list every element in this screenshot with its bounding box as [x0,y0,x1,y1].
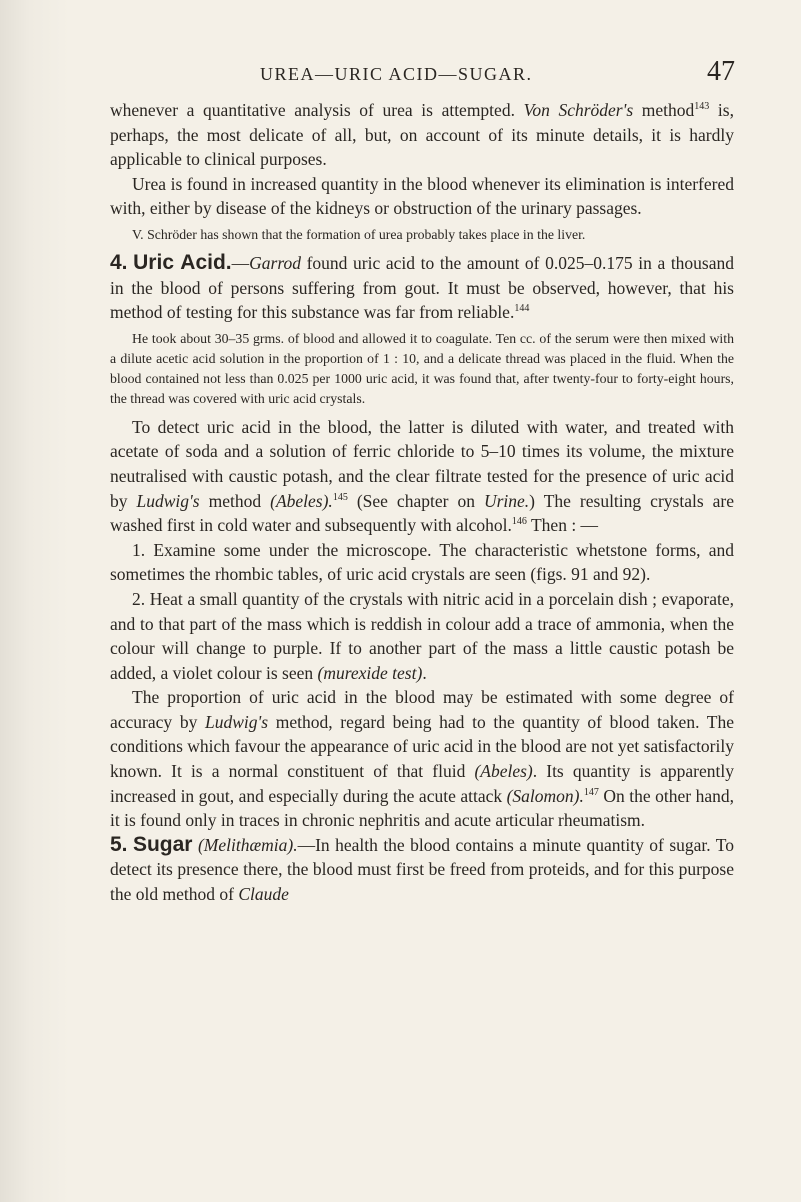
list-item-microscope: 1. Examine some under the microscope. The characteristic whetstone forms, and sometimes the rhombic tables, of uric acid crystals are seen (figs. 91 and 92). [110,539,734,585]
text: . [422,662,427,683]
note-garrod-method: He took about 30–35 grms. of blood and allowed it to coagulate. Ten cc. of the serum were then mixed with a dilute acetic acid solution in the proportion of 1 : 10, and a delicate thread was placed in the fluid. When the blood contained not less than 0.025 per 1000 uric acid, it was found that, after twenty-four to forty-eight hours, the thread was covered with uric acid crystals. [110,330,734,406]
footnote-ref: 144 [514,303,530,315]
author-name: Garrod [249,252,301,273]
text: . Its quantity is apparently increased in gout, and especially during the acute attack [110,761,734,806]
page-header [110,56,751,92]
text: — [231,252,250,273]
text-column [110,98,734,907]
text: whenever a quantitative analysis of urea is attempted. [110,100,524,120]
section-uric-acid [110,251,734,325]
author-name: Ludwig's [136,490,200,511]
page-number: 47 [707,56,735,87]
text: ) The resulting crystals are washed first in cold water and subsequently with alcohol. [110,490,735,536]
section-number: 4. [110,250,128,274]
section-number: 5. [110,832,128,856]
author-name: (Abeles). [270,490,333,511]
text: —In health the blood contains a minute quantity of sugar. To detect its presence there, the blood must first be freed from proteids, and for this purpose the old method of [110,834,734,905]
section-sugar [110,833,734,907]
paragraph-urea-methods [110,98,734,172]
text: method, regard being had to the quantity of blood taken. The conditions which favour the appearance of uric acid in the blood are not yet satisfactorily known. It is a normal constituent of that fluid [110,711,735,782]
text: 2. Heat a small quantity of the crystals with nitric acid in a porcelain dish ; evaporate, and to that part of the mass which is reddish in colour add a trace of ammonia, when the colour will change to purple. If to another part of the mass a little caustic potash be added, a violet colour is seen [110,588,734,683]
term: (Melithæmia). [197,834,298,855]
author-name: (Abeles) [474,761,533,782]
text: found uric acid to the amount of 0.025–0.175 in a thousand in the blood of persons suffering from gout. It must be observed, however, that his method of testing for this substance was far from reliable. [110,252,735,323]
paragraph-uric-detection [110,415,734,538]
chapter-name: Urine. [483,490,530,511]
text: method [199,490,271,511]
list-item-murexide [110,587,734,685]
text: The proportion of uric acid in the blood may be estimated with some degree of accuracy by [110,687,734,732]
text: is, perhaps, the most delicate of all, but, on account of its minute details, it is hardly applicable to clinical purposes. [110,100,734,170]
footnote-ref: 145 [332,491,348,503]
author-name: Claude [238,884,289,905]
paragraph-urea-increase: Urea is found in increased quantity in the blood whenever its elimination is interfered with, either by disease of the kidneys or obstruction of the urinary passages. [110,173,734,219]
author-name: Von Schröder's [523,100,634,120]
footnote-ref: 146 [511,516,527,528]
footnote-ref: 143 [694,101,710,113]
text: To detect uric acid in the blood, the latter is diluted with water, and treated with acetate of soda and a solution of ferric chloride to 5–10 times its volume, the mixture neutralised with caustic potash, and the clear filtrate tested for the presence of uric acid by [110,416,734,511]
running-head: UREA—URIC ACID—SUGAR. [260,64,533,84]
note-schroder: V. Schröder has shown that the formation of urea probably takes place in the liver. [132,226,586,242]
section-title: Uric Acid. [133,250,232,274]
text: Then : — [526,515,599,536]
test-name: (murexide test) [317,662,423,683]
author-name: Ludwig's [205,711,269,732]
author-name: (Salomon). [506,785,584,806]
text: (See chapter on [347,490,484,511]
section-title: Sugar [132,832,193,856]
text: On the other hand, it is found only in traces in chronic nephritis and acute articular rheumatism. [110,785,734,831]
paragraph-uric-proportion [110,685,734,833]
text: method [633,100,695,120]
footnote-ref: 147 [583,786,599,798]
